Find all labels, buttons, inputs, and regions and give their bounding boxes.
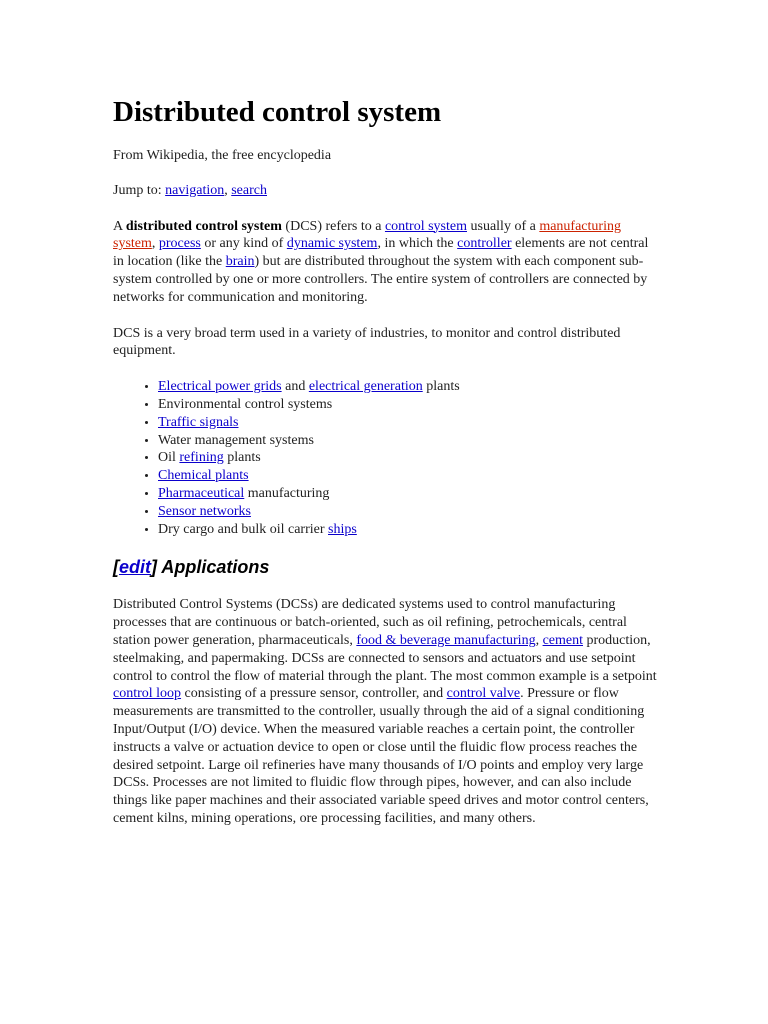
apps-text: , (535, 632, 543, 648)
list-item (158, 467, 661, 485)
list-item (158, 414, 661, 432)
section-title: Applications (157, 557, 270, 578)
list-text: Dry cargo and bulk oil carrier (158, 521, 329, 537)
list-item (158, 449, 661, 467)
list-text: plants (422, 379, 460, 395)
list-item (158, 485, 661, 503)
industries-list (113, 378, 661, 538)
link-controller[interactable]: controller (457, 236, 512, 252)
list-text: and (281, 379, 309, 395)
link-control-valve[interactable]: control valve (446, 686, 521, 702)
list-item: • Water management systems (158, 432, 661, 450)
page-title: Distributed control system (113, 96, 442, 128)
intro-text: elements are not central in location (like the (113, 236, 649, 270)
jump-navigation-link[interactable]: navigation (165, 182, 225, 198)
list-text: manufacturing (244, 485, 330, 501)
apps-text: Distributed Control Systems (DCSs) are dedicated systems used to control manufacturing processes that are continuous or batch-oriented, such as oil refining, petrochemicals, central station power generation, pharmaceuticals, (113, 597, 627, 648)
jump-separator: , (224, 182, 232, 198)
link-chemical-plants[interactable]: Chemical plants (158, 468, 249, 484)
jump-search-link[interactable]: search (231, 182, 267, 198)
link-electrical-power-grids[interactable]: Electrical power grids (158, 379, 282, 395)
jump-links (113, 182, 661, 200)
intro-text: A (113, 218, 126, 234)
edit-bracket-open: [ (113, 557, 119, 578)
apps-text: consisting of a pressure sensor, controller, and (181, 686, 447, 702)
section-heading-applications (113, 555, 661, 579)
link-brain[interactable]: brain (225, 254, 255, 270)
intro-text: or any kind of (200, 236, 287, 252)
link-ships[interactable]: ships (328, 521, 357, 537)
jump-prefix: Jump to: (113, 182, 166, 198)
intro-text: usually of a (467, 218, 540, 234)
link-traffic-signals[interactable]: Traffic signals (158, 414, 239, 430)
link-dynamic-system[interactable]: dynamic system (286, 236, 378, 252)
apps-text: . Pressure or flow measurements are transmitted to the controller, usually through the aid of a signal conditioning Input/Output (I/O) device. When the measured variable reaches a certain point, the controller instructs a valve or actuation device to open or close until the fluidic flow process reaches the desired setpoint. Large oil refineries have many thousands of I/O points and employ very large DCSs. Processes are not limited to fluidic flow through pipes, however, and can also include things like paper machines and their associated variable speed drives and motor control centers, cement kilns, mining operations, ore processing facilities, and many others. (113, 686, 649, 826)
apps-text: production, steelmaking, and papermaking. DCSs are connected to sensors and actuators and use setpoint control to control the flow of material through the plant. The most common example is a setpoint (113, 632, 657, 684)
edit-section-link[interactable]: edit (119, 557, 152, 578)
link-food-beverage-manufacturing[interactable]: food & beverage manufacturing (356, 632, 536, 648)
link-sensor-networks[interactable]: Sensor networks (158, 503, 251, 519)
list-item (158, 378, 661, 396)
link-electrical-generation[interactable]: electrical generation (308, 379, 423, 395)
link-control-system[interactable]: control system (384, 218, 467, 234)
intro-text: , (151, 236, 159, 252)
intro-text: ) but are distributed throughout the system with each component sub-system controlled by one or more controllers. The entire system of controllers are connected by networks for communication and monitoring. (113, 254, 648, 305)
link-control-loop[interactable]: control loop (113, 686, 182, 702)
site-subtitle: From Wikipedia, the free encyclopedia (113, 148, 332, 163)
intro-paragraph (113, 218, 661, 307)
intro-text: , in which the (377, 236, 458, 252)
article-content (113, 94, 661, 828)
scope-paragraph: DCS is a very broad term used in a variety of industries, to monitor and control distributed equipment. (113, 325, 621, 359)
applications-paragraph (113, 596, 661, 827)
list-text: Oil (158, 450, 180, 466)
list-item: • Environmental control systems (158, 396, 661, 414)
list-text: plants (223, 450, 261, 466)
link-process[interactable]: process (158, 236, 201, 252)
edit-bracket-close: ] (151, 557, 158, 578)
list-item (158, 521, 661, 539)
intro-bold-term: distributed control system (125, 218, 282, 234)
link-refining[interactable]: refining (179, 450, 224, 466)
link-pharmaceutical[interactable]: Pharmaceutical (158, 485, 245, 501)
link-cement[interactable]: cement (542, 632, 583, 648)
intro-text: (DCS) refers to a (281, 218, 385, 234)
list-item (158, 503, 661, 521)
link-manufacturing-system[interactable]: manufacturing system (113, 218, 621, 252)
